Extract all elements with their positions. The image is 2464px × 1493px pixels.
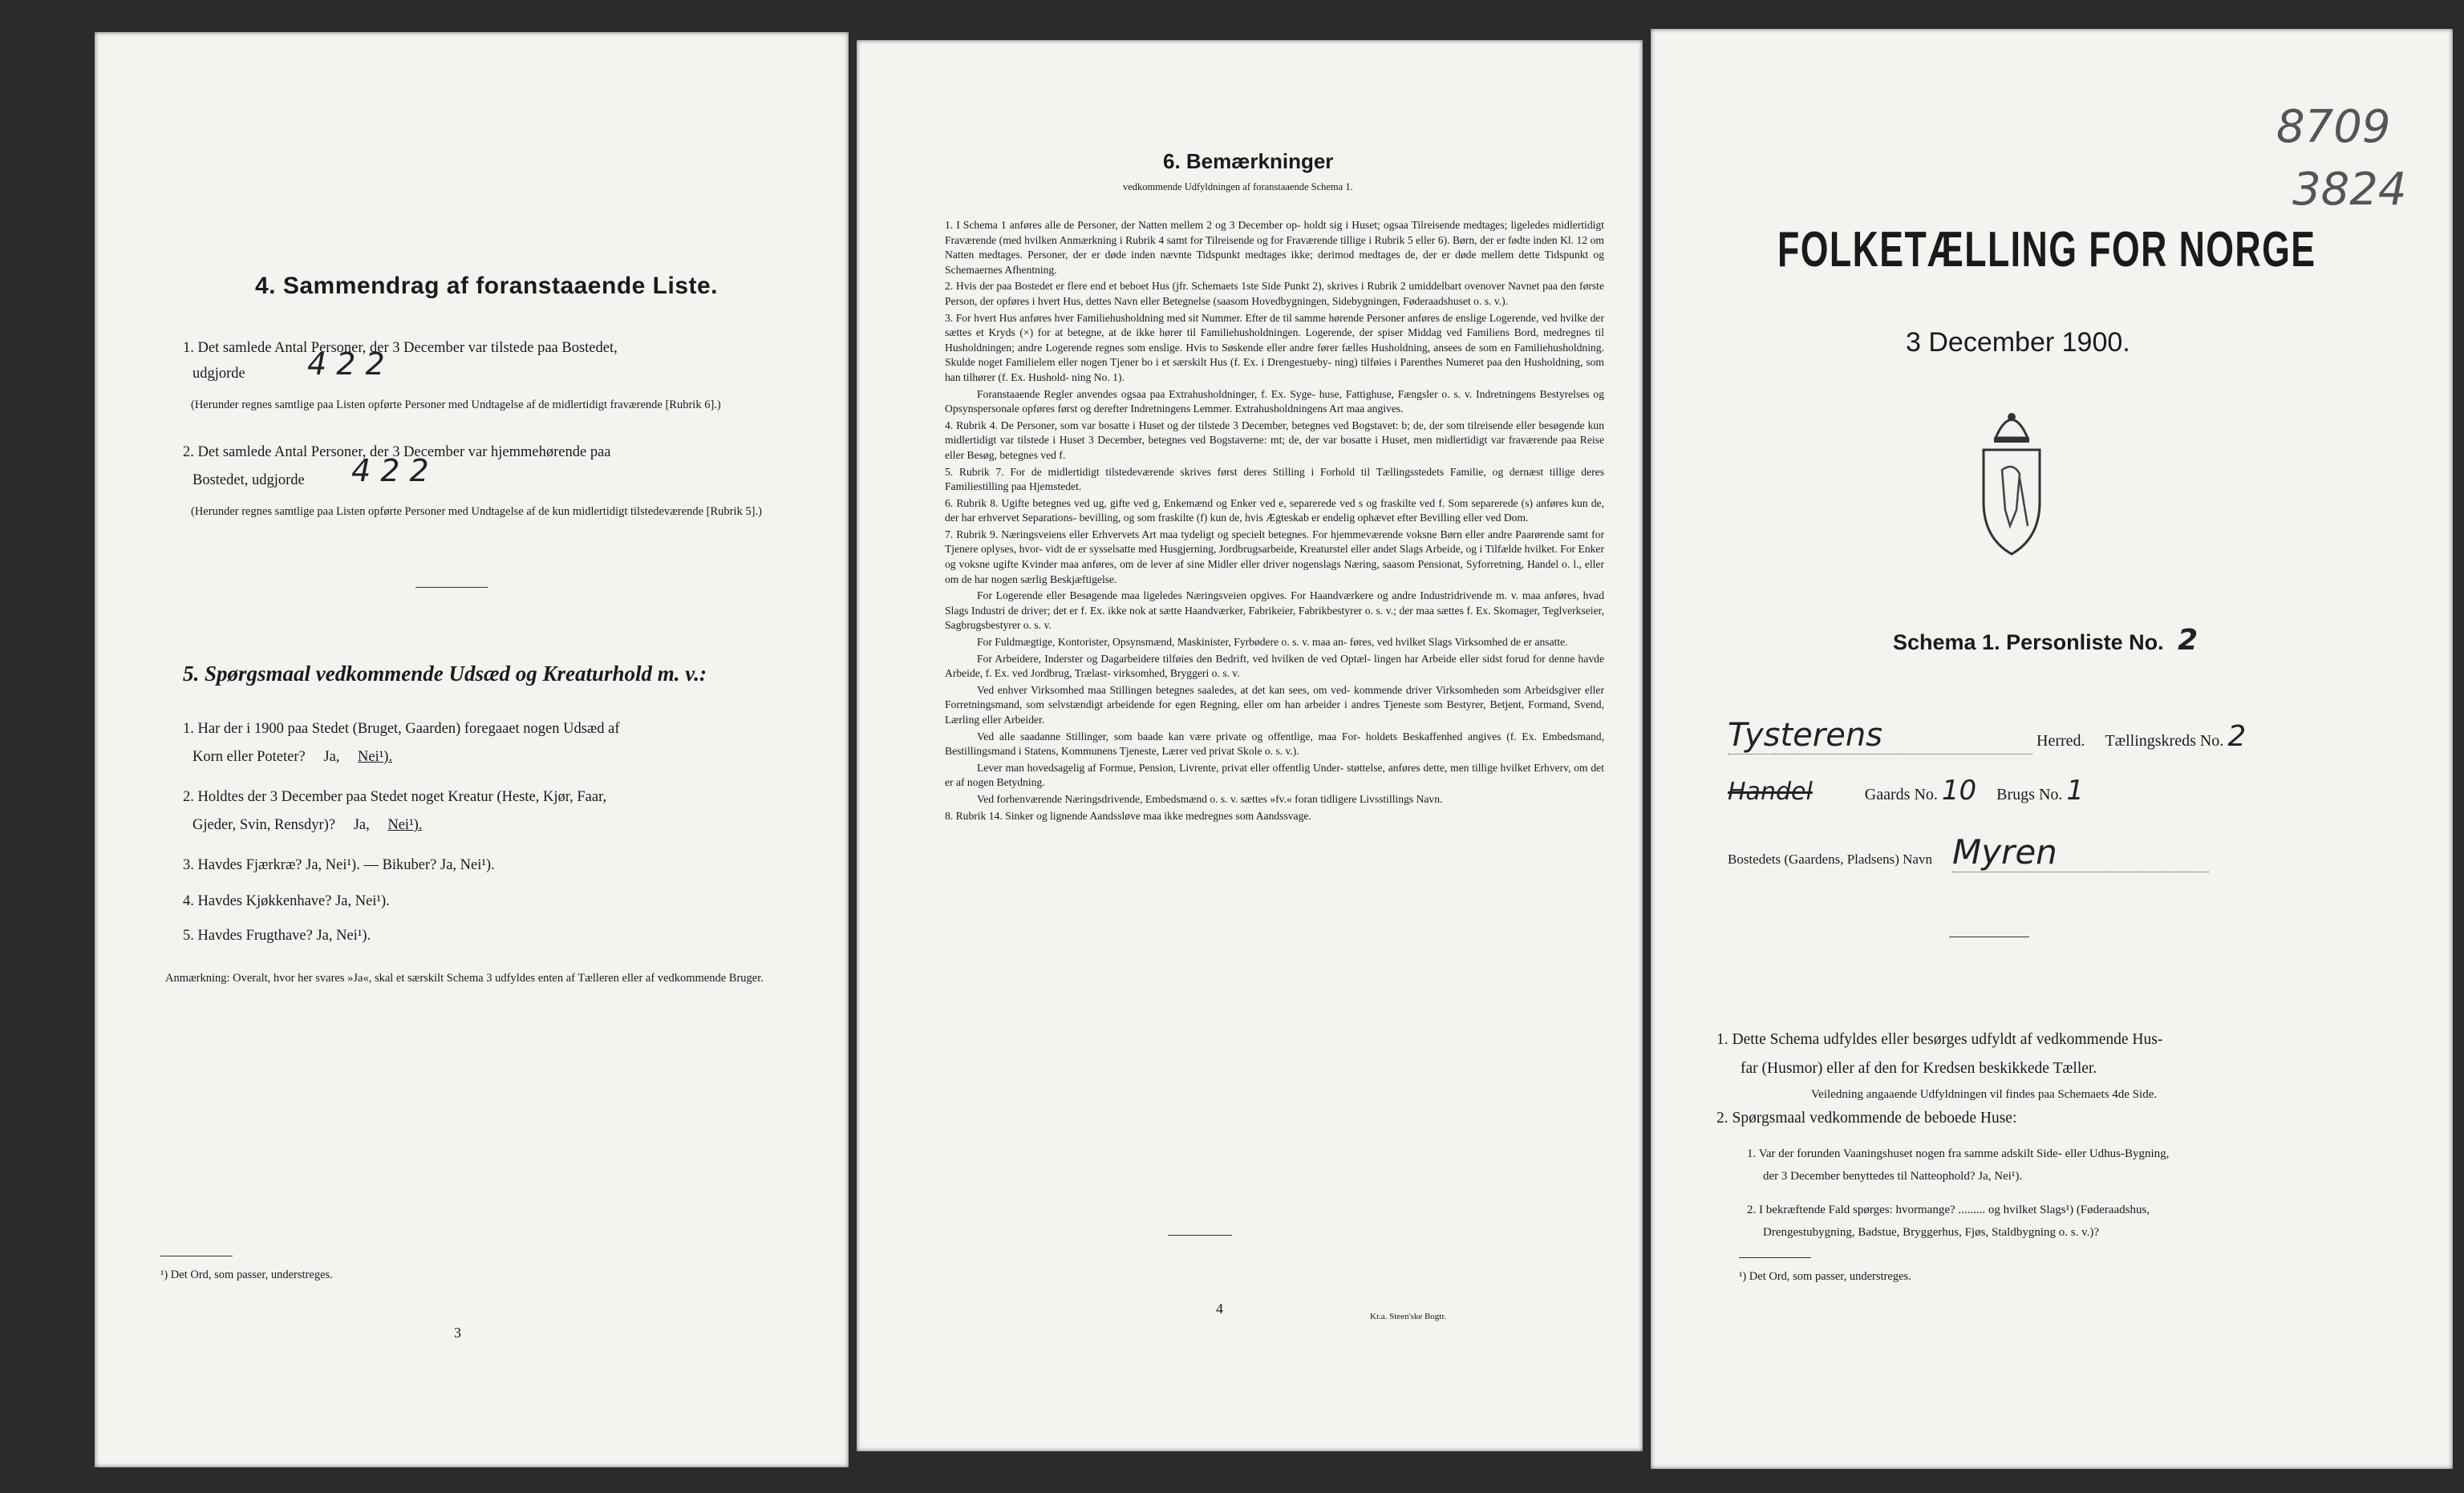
q5-2-ja: Ja,	[353, 817, 370, 833]
q5-2-nei: Nei¹).	[387, 817, 423, 833]
divider	[1168, 1235, 1232, 1236]
q5-1-text: Korn eller Poteter?	[192, 749, 306, 765]
instruction-2-2: 2. I bekræftende Fald spørges: hvormange? ......... og hvilket Slags¹) (Føderaadshus,	[1747, 1204, 2150, 1216]
schema-number: 2	[2178, 624, 2199, 657]
bosted-value: Myren	[1952, 832, 2209, 872]
struck-label: Handel	[1728, 778, 1813, 806]
footnote: ¹) Det Ord, som passer, understreges.	[1739, 1270, 1911, 1283]
herred-row	[1728, 717, 2426, 755]
remark-item: 7. Rubrik 9. Næringsveiens eller Erhvervets Art maa tydeligt og specielt betegnes. For hjemmeværende voksne Børn eller andre Paarørende samt for Tjenere oplyses, hvor- vidt de er sysselsatte med Husgjerning, Jordbrugsarbeide, Kreaturstel eller andet Slags Arbeide, og i Tilfælde hvilket. For Enker og voksne ugifte Kvinder maa anføres, om de lever af sine Midler eller driver nogenslags Næring, saasom Pensionat, Syforretning, Handel o. l., eller om de har nogen særlig Beskjæftigelse.	[945, 528, 1604, 585]
q5-1-nei: Nei¹).	[358, 749, 393, 765]
remark-item: 1. I Schema 1 anføres alle de Personer, der Natten mellem 2 og 3 December op- holdt sig i Huset; ogsaa Tilreisende medtages; ligeledes midlertidigt Fraværende (med hvilken Anmærkning i Rubrik 4 samt for Tilreisende og for Fraværende tillige i Rubrik 5 eller 6). Børn, der er fødte inden Kl. 12 om Natten medtages. Personer, der er døde inden nævnte Tidspunkt medtages ikke; derimod medtages de, der er døde mellem dette Tidspunkt og Schemaernes Afhentning.	[945, 219, 1604, 276]
page-number: 4	[1216, 1301, 1223, 1317]
remarks-list	[945, 218, 1604, 825]
page-3	[95, 32, 849, 1467]
q5-1-ja: Ja,	[323, 749, 340, 765]
instruction-2-2-cont: Drengestubygning, Badstue, Bryggerhus, Fjøs, Staldbygning o. s. v.)?	[1763, 1226, 2099, 1239]
herred-label: Herred.	[2036, 732, 2085, 750]
herred-value: Tysterens	[1728, 717, 2032, 755]
remark-item: Ved enhver Virksomhed maa Stillingen betegnes saaledes, at det kan sees, om ved- kommende driver Virksomheden som Arbeidsgiver eller Forretningsmand, som selvstændigt arbeidende for egen Regning, eller om han arbeider i andres Tjeneste som Bestyrer, Betjent, Formand, Svend, Lærling eller Arbeider.	[945, 683, 1604, 726]
coat-of-arms-icon	[1964, 406, 2060, 566]
remarks-title: 6. Bemærkninger	[1163, 149, 1334, 173]
q2-handwritten-value: 4 2 2	[351, 453, 429, 488]
section-5-title: 5. Spørgsmaal vedkommende Udsæd og Kreaturhold m. v.:	[183, 662, 707, 686]
question-1: 1. Det samlede Antal Personer, der 3 December var tilstede paa Bostedet,	[183, 340, 618, 356]
q1-udgjorde-label: udgjorde	[192, 366, 245, 382]
page-number: 3	[454, 1325, 461, 1341]
remarks-subtitle: vedkommende Udfyldningen af foranstaaende Schema 1.	[1123, 181, 1353, 192]
instruction-2-1-cont: der 3 December benyttedes til Natteophold? Ja, Nei¹).	[1763, 1170, 2023, 1183]
instruction-1-note: Veiledning angaaende Udfyldningen vil findes paa Schemaets 4de Side.	[1811, 1088, 2158, 1101]
anmaerkning: Anmærkning: Overalt, hvor her svares »Ja«, skal et særskilt Schema 3 udfyldes enten af Tælleren eller af vedkommende Bruger.	[165, 972, 764, 985]
q2-bostedet-label: Bostedet, udgjorde	[192, 472, 305, 488]
printer-credit: Kr.a. Steen'ske Bogtr.	[1370, 1312, 1447, 1321]
archive-number-bottom: 3824	[2292, 164, 2407, 216]
question-5-2: 2. Holdtes der 3 December paa Stedet noget Kreatur (Heste, Kjør, Faar,	[183, 789, 607, 805]
question-5-1: 1. Har der i 1900 paa Stedet (Bruget, Gaarden) foregaaet nogen Udsæd af	[183, 721, 620, 737]
instruction-1: 1. Dette Schema udfyldes eller besørges udfyldt af vedkommende Hus-	[1716, 1031, 2163, 1048]
archive-number-top: 8709	[2276, 101, 2391, 153]
bosted-label: Bostedets (Gaardens, Pladsens) Navn	[1728, 852, 1932, 867]
bosted-row	[1728, 832, 2426, 872]
section-4-title: 4. Sammendrag af foranstaaende Liste.	[255, 273, 719, 299]
schema-label-text: Schema 1. Personliste No.	[1893, 630, 2164, 654]
question-2: 2. Det samlede Antal Personer, der 3 December var hjemmehørende paa	[183, 444, 611, 460]
q2-note: (Herunder regnes samtlige paa Listen opførte Personer med Undtagelse af de kun midlertidigt tilstedeværende [Rubrik 5].)	[191, 505, 762, 518]
remark-item: Lever man hovedsagelig af Formue, Pension, Livrente, privat eller offentlig Under- støttelse, anføres dette, men tillige hvilket Erhverv, om det er af nogen Betydning.	[945, 761, 1604, 789]
census-title: FOLKETÆLLING FOR NORGE	[1777, 222, 2316, 277]
remark-item: 5. Rubrik 7. For de midlertidigt tilstedeværende skrives først deres Stilling i Forhold til Tællingsstedets Familie, og dernæst tillige deres Familiestilling paa Hjemstedet.	[945, 465, 1604, 493]
brugs-label: Brugs No.	[1996, 786, 2063, 803]
instruction-2: 2. Spørgsmaal vedkommende de beboede Huse:	[1716, 1110, 2017, 1127]
q5-2-cont	[192, 814, 422, 836]
q5-2-text: Gjeder, Svin, Rensdyr)?	[192, 817, 336, 833]
question-5-4: 4. Havdes Kjøkkenhave? Ja, Nei¹).	[183, 893, 390, 909]
brugs-number: 1	[2066, 775, 2085, 807]
remark-item: Ved alle saadanne Stillinger, som baade kan være private og offentlige, maa For- holdets Beskaffenhed angives (f. Ex. Embedsmand, Bestillingsmand i Statens, Kommunens Tjeneste, Lærer ved privat Skole o. s. v.).	[945, 730, 1604, 758]
gaards-number: 10	[1941, 775, 1977, 807]
census-date: 3 December 1900.	[1906, 327, 2130, 358]
footnote: ¹) Det Ord, som passer, understreges.	[160, 1268, 333, 1281]
kreds-label: Tællingskreds No.	[2105, 732, 2224, 750]
question-5-5: 5. Havdes Frugthave? Ja, Nei¹).	[183, 928, 371, 944]
q1-handwritten-value: 4 2 2	[307, 346, 385, 382]
gaards-row	[1728, 775, 2426, 807]
kreds-number: 2	[2227, 720, 2247, 753]
remark-item: For Arbeidere, Inderster og Dagarbeidere tilføies den Bedrift, ved hvilken de ved Optæl- lingen har Arbeide eller sidst forud for denne havde Arbeide, f. Ex. ved Jordbrug, Trælast- virksomhed, Bryggeri o. s. v.	[945, 652, 1604, 680]
q5-1-cont	[192, 746, 392, 768]
remark-item: 4. Rubrik 4. De Personer, som var bosatte i Huset og der tilstede 3 December, betegnes ved Bogstavet: b; de, der som tilreisende eller besøgende kun midlertidigt var tilstede i Huset 3 December, betegnes ved Bogstaverne: mt; de, der var bosatte i Huset, men midlertidigt var fraværende paa Reise eller Besøg, betegnes ved f.	[945, 419, 1604, 461]
remark-item: 8. Rubrik 14. Sinker og lignende Aandssløve maa ikke medregnes som Aandssvage.	[945, 809, 1311, 822]
divider	[415, 587, 488, 588]
remark-item: Foranstaaende Regler anvendes ogsaa paa Extrahusholdninger, f. Ex. Syge- huse, Fattighuse, Fængsler o. s. v. Indretningens Bestyrelses og Opsynspersonale opføres først og derefter Indretningens Lemmer. Extrahusholdningens Art maa angives.	[945, 387, 1604, 415]
remark-item: For Fuldmægtige, Kontorister, Opsynsmænd, Maskinister, Fyrbødere o. s. v. maa an- føres, ved hvilket Slags Virksomhed de er ansatte.	[977, 636, 1568, 649]
remark-item: For Logerende eller Besøgende maa ligeledes Næringsveien opgives. For Haandværkere og andre Industridrivende m. v. maa anføres, hvad Slags Industri de driver; det er f. Ex. ikke nok at sætte Haandværker, Fabrikeier, Fabrikbestyrer o. s. v.; der maa sættes f. Ex. Skomager, Teglverkseier, Sagbrugsbestyrer o. s. v.	[945, 589, 1604, 632]
remark-item: 3. For hvert Hus anføres hver Familiehusholdning med sit Nummer. Efter de til samme hørende Personer anføres de enslige Logerende, ved hvilke der sættes et Kryds (×) for at betegne, at de ikke hører til Familiehusholdningen. Logerende, der spiser Middag ved Familiens Bord, medregnes til Husholdningen; andre Logerende regnes som enslige. Hvis to Søskende eller andre fører fælles Husholdning, ansees de som en Familiehusholdning. Skulde noget Familielem eller nogen Tjener bo i et særskilt Hus (f. Ex. i Drengestueby- ning) tilføies i Parenthes Numeret paa den Husholdning, som han tilhører (f. Ex. Hushold- ning No. 1).	[945, 311, 1604, 383]
page-4	[857, 40, 1643, 1451]
schema-label	[1893, 624, 2198, 657]
footnote-rule	[1739, 1257, 1811, 1258]
instruction-2-1: 1. Var der forunden Vaaningshuset nogen fra samme adskilt Side- eller Udhus-Bygning,	[1747, 1147, 2170, 1160]
remark-item: 6. Rubrik 8. Ugifte betegnes ved ug, gifte ved g, Enkemænd og Enker ved e, separerede ved s og fraskilte ved f. Som separerede (s) anføres kun de, der har erhvervet Separations- bevilling, og som fraskilte (f) kun de, hvis Ægteskab er endelig ophævet efter Bevilling eller ved Dom.	[945, 496, 1604, 524]
gaards-label: Gaards No.	[1864, 786, 1938, 803]
remark-item: Ved forhenværende Næringsdrivende, Embedsmænd o. s. v. sættes »fv.« foran tidligere Livsstillings Navn.	[977, 792, 1443, 805]
question-5-3: 3. Havdes Fjærkræ? Ja, Nei¹). — Bikuber? Ja, Nei¹).	[183, 857, 495, 873]
instruction-1-cont: far (Husmor) eller af den for Kredsen beskikkede Tæller.	[1741, 1060, 2097, 1077]
remark-item: 2. Hvis der paa Bostedet er flere end et beboet Hus (jfr. Schemaets 1ste Side Punkt 2), skrives i Rubrik 2 umiddelbart ovenover Navnet paa den første Person, der opføres i hvert Hus, dettes Navn eller Betegnelse (saasom Hovedbygningen, Sidebygningen, Føderaadshuset o. s. v.).	[945, 280, 1604, 307]
cover-page	[1651, 29, 2453, 1469]
q1-note: (Herunder regnes samtlige paa Listen opførte Personer med Undtagelse af de midlertidigt fraværende [Rubrik 6].)	[191, 399, 721, 411]
